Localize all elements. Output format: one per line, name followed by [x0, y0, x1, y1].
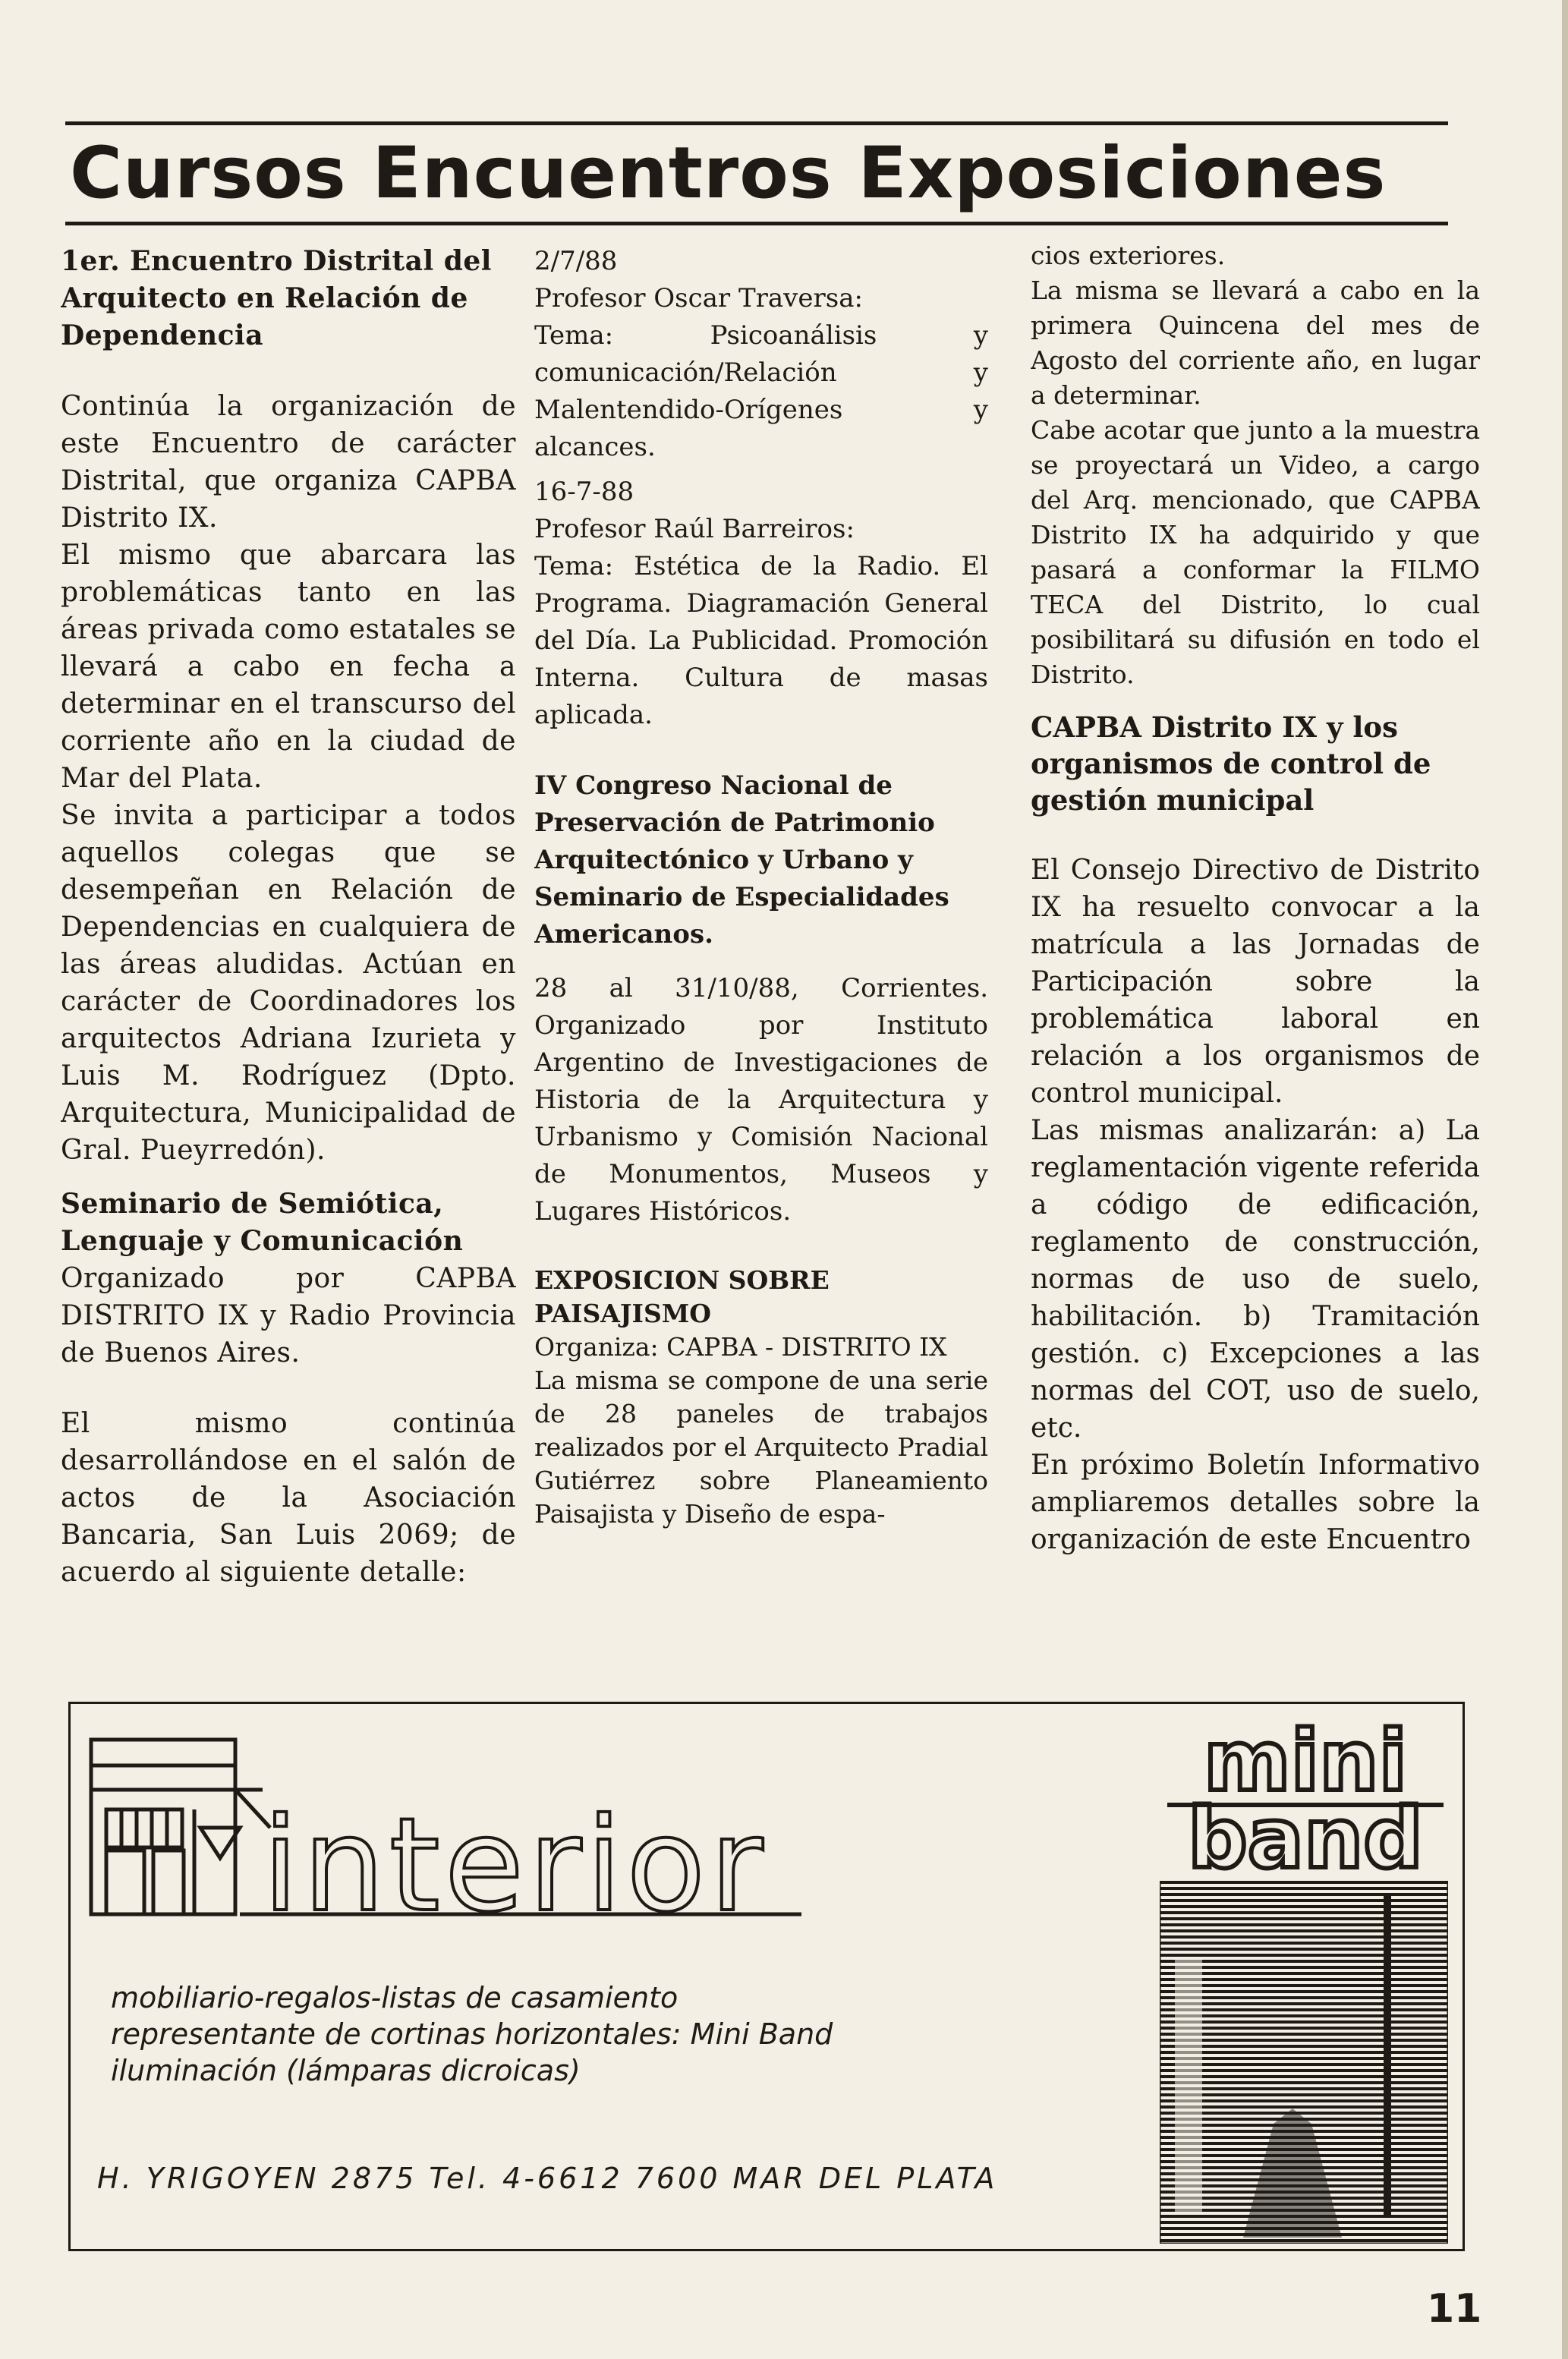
session-date: 16-7-88 [534, 477, 634, 507]
paragraph: 28 al 31/10/88, Corrientes. Organizado por Instituto Argentino de Investigaciones de Historia de la Arquitectura y Urbanismo y Comisión Nacional de Monumentos, Museos y Lugares Históricos. [534, 973, 988, 1227]
paragraph: El mismo continúa desarrollándose en el salón de actos de la Asociación Bancaria, San Luis 2069; de acuerdo al siguiente detalle: [61, 1408, 516, 1588]
paragraph: El Consejo Directivo de Distrito IX ha resuelto convocar a la matrícula a las Jornadas de Participación sobre la problemática laboral en relación a los organismos de control municipal. [1031, 855, 1480, 1109]
paragraph: El mismo que abarcara las problemáticas tanto en las áreas privada como estatales se llevará a cabo en fecha a determinar en el transcurso del corriente año en la ciudad de Mar del Plata. [61, 540, 516, 794]
paragraph: Se invita a participar a todos aquellos colegas que se desempeñan en Relación de Dependencias en cualquiera de las áreas aludidas. Actúan en carácter de Coordinadores los arquitectos Adriana Izurieta y Luis M. Rodríguez (Dpto. Arquitectura, Municipalidad de Gral. Pueyrredón). [61, 800, 516, 1166]
svg-text:interior: interior [263, 1791, 768, 1919]
ad-line: iluminación (lámparas dicroicas) [111, 2054, 581, 2087]
paragraph: Cabe acotar que junto a la muestra se proyectará un Video, a cargo del Arq. mencionado, que CAPBA Distrito IX ha adquirido y que pasará a conformar la FILMO TECA del Distrito, lo cual posibilitará su difusión en todo el Distrito. [1031, 415, 1480, 689]
column-2 [534, 243, 988, 1685]
ad-line: representante de cortinas horizontales: Mini Band [111, 2017, 833, 2051]
paragraph: La misma se compone de una serie de 28 paneles de trabajos realizados por el Arquitecto Pradial Gutiérrez sobre Planeamiento Paisajista y Diseño de espa- [534, 1365, 988, 1529]
section-title: Cursos Encuentros Exposiciones [70, 132, 1387, 215]
mini-band-logo [1161, 1721, 1450, 1873]
page-edge [1562, 0, 1568, 2359]
page-number: 11 [1427, 2286, 1482, 2332]
blinds-illustration [1160, 1881, 1448, 2244]
column-3 [1031, 238, 1480, 1680]
session-professor: Profesor Oscar Traversa: [534, 283, 863, 313]
article-heading-exposicion: EXPOSICION SOBRE PAISAJISMO [534, 1265, 830, 1328]
paragraph: Las mismas analizarán: a) La reglamentación vigente referida a código de edificación, reglamento de construcción, normas de uso de suelo, habilitación. b) Tramitación gestión. c) Excepciones a las normas del COT, uso de suelo, etc. [1031, 1115, 1480, 1444]
ad-description [111, 1979, 1060, 2089]
paragraph: En próximo Boletín Informativo ampliaremos detalles sobre la organización de este Encuentro [1031, 1450, 1480, 1555]
header-rule-top [65, 121, 1448, 125]
session-professor: Profesor Raúl Barreiros: [534, 514, 855, 544]
session-date: 2/7/88 [534, 246, 618, 276]
article-heading-seminario: Seminario de Semiótica, Lenguaje y Comunicación [61, 1188, 464, 1257]
header-rule-bottom [65, 222, 1448, 225]
svg-text:mini: mini [1203, 1721, 1408, 1809]
article-heading-encuentro: 1er. Encuentro Distrital del Arquitecto en Relación de Dependencia [61, 245, 492, 351]
interior-logo [88, 1737, 893, 1919]
paragraph: Organizado por CAPBA DISTRITO IX y Radio Provincia de Buenos Aires. [61, 1263, 516, 1368]
paragraph: Continúa la organización de este Encuentro de carácter Distrital, que organiza CAPBA Distrito IX. [61, 391, 516, 534]
ad-line: mobiliario-regalos-listas de casamiento [111, 1981, 679, 2014]
paragraph: La misma se llevará a cabo en la primera Quincena del mes de Agosto del corriente año, en lugar a determinar. [1031, 276, 1480, 410]
session-topic: Tema: Psicoanálisis y comunicación/Relación y Malentendido-Orígenes y alcances. [534, 320, 988, 462]
svg-text:band: band [1187, 1790, 1424, 1873]
session-topic: Tema: Estética de la Radio. El Programa. Diagramación General del Día. La Publicidad. Promoción Interna. Cultura de masas aplicada. [534, 551, 988, 730]
column-1 [61, 243, 516, 1685]
article-heading-congreso: IV Congreso Nacional de Preservación de Patrimonio Arquitectónico y Urbano y Seminario de Especialidades Americanos. [534, 770, 949, 950]
article-heading-capba: CAPBA Distrito IX y los organismos de control de gestión municipal [1031, 710, 1431, 817]
paragraph: Organiza: CAPBA - DISTRITO IX [534, 1332, 947, 1362]
paragraph: cios exteriores. [1031, 241, 1226, 270]
ad-address: H. YRIGOYEN 2875 Tel. 4-6612 7600 MAR DEL PLATA [97, 2162, 998, 2195]
